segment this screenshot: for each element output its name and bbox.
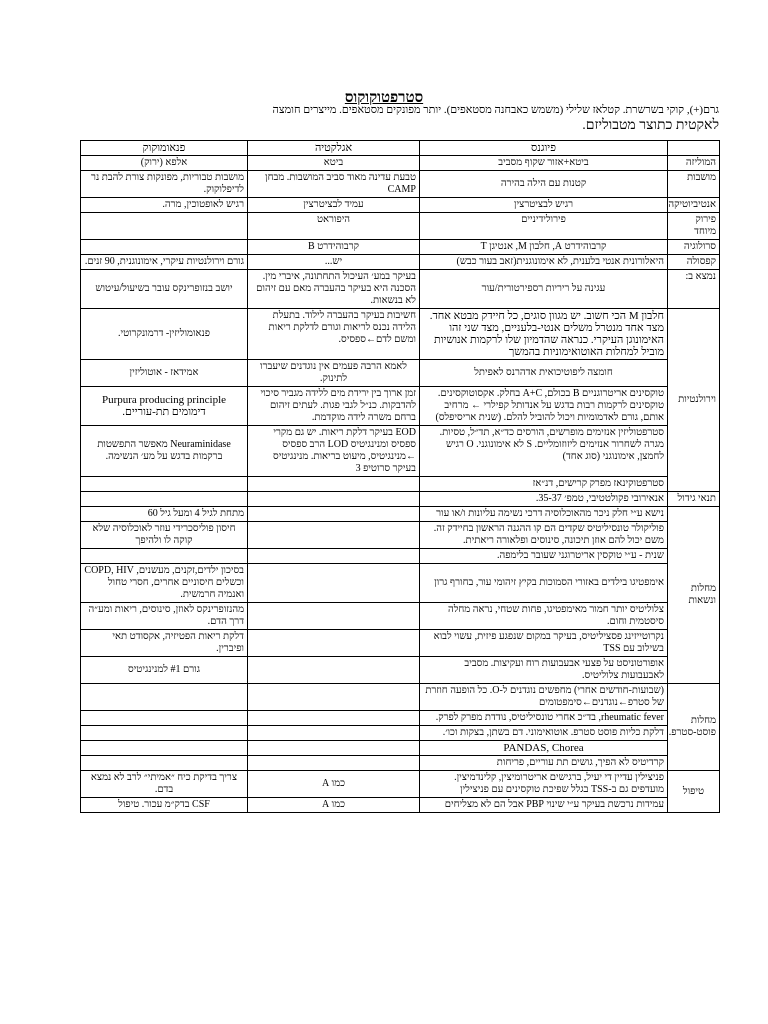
header-empty bbox=[668, 141, 720, 156]
row-label-hemolysis: המוליזה bbox=[668, 156, 720, 171]
cell-agalactiae: חשיבות בעיקר בהעברה לילוד. בתעלת הלידה נכנס לריאות וגורם לדלקת ריאות ומשם לדם←ספסיס. bbox=[248, 309, 420, 360]
cell-agalactiae bbox=[248, 726, 420, 741]
cell-pyogenes: פירולידיניים bbox=[420, 213, 668, 240]
table-row bbox=[81, 387, 720, 426]
cell-agalactiae: לאמא הרבה פעמים אין נוגדנים שיעברו לתינוק. bbox=[248, 360, 420, 387]
table-row bbox=[81, 798, 720, 813]
table-row bbox=[81, 630, 720, 657]
cell-pyogenes: (שבועות-חודשים אחרי) מחפשים נוגדנים ל-O. כל הופעה חוזרת של סטרפ←נוגדנים←סימפטומים bbox=[420, 684, 668, 711]
cell-pneumococcus: CSF בדק״מ עכור. טיפול bbox=[81, 798, 248, 813]
cell-pneumococcus: חיסון פוליסכרידי עוזר לאוכלוסיה שלא קוקה לו ולהיפך bbox=[81, 522, 248, 549]
cell-agalactiae: כמו A bbox=[248, 798, 420, 813]
table-row bbox=[81, 309, 720, 360]
cell-pyogenes: סטרפטוקינאז מפרק קרישים, דנ״אז bbox=[420, 477, 668, 492]
cell-pneumococcus bbox=[81, 741, 248, 756]
cell-pneumococcus bbox=[81, 711, 248, 726]
table-row bbox=[81, 477, 720, 492]
table-row bbox=[81, 426, 720, 477]
header-pyogenes: פיוגנס bbox=[420, 141, 668, 156]
cell-pneumococcus: פנאומוליזין- דרמונקרוטי. bbox=[81, 309, 248, 360]
cell-agalactiae bbox=[248, 507, 420, 522]
cell-agalactiae: היפוראט bbox=[248, 213, 420, 240]
table-row bbox=[81, 507, 720, 522]
cell-agalactiae: טבעת עדינה מאוד סביב המושבות. מבחן CAMP bbox=[248, 171, 420, 198]
cell-pyogenes: אנאירובי פקולטטיבי, טמפ׳ 35-37. bbox=[420, 492, 668, 507]
cell-pneumococcus: רגיש לאופטוכין, מרה. bbox=[81, 198, 248, 213]
intro-paragraph bbox=[39, 104, 719, 134]
table-row bbox=[81, 492, 720, 507]
table-row bbox=[81, 657, 720, 684]
cell-pneumococcus: יושב בנזופרינקס עובר בשיעול/עיטוש bbox=[81, 270, 248, 309]
row-label-post-strep: מחלות פוסט-סטרפ. bbox=[668, 684, 720, 771]
cell-pyogenes: סטרפטוליזין אנזימים מופרשים, הורסים כד״א, תד״ל, טסיות. מגרה לשחרור אנזימים ליזוזומליים. S לא אימונוגני. O רגיש לחמצן, אימונוגני (סוג אחד) bbox=[420, 426, 668, 477]
cell-pyogenes: rheumatic fever, בד״כ אחרי טונסיליטיס, נודדת מפרק לפרק. bbox=[420, 711, 668, 726]
page-title: סטרפטוקוקוס bbox=[344, 90, 424, 106]
cell-pneumococcus: מתחת לגיל 4 ומעל גיל 60 bbox=[81, 507, 248, 522]
table-row bbox=[81, 549, 720, 564]
cell-pneumococcus: מהנזופרינקס לאוזן, סינוסים, ריאות ומע״ה דרך הדם. bbox=[81, 603, 248, 630]
cell-agalactiae: EOD בעיקר דלקת ריאות. יש גם מקרי ספסיס ומנינגיטיס LOD הרב ספסיס ←מנינגיטיס, מיעוט בריאות. מנינגיטיס בעיקר סרוטיפ 3 bbox=[248, 426, 420, 477]
cell-pyogenes: היאלורונית אנטי בלענית, לא אימונוגנית(זאב בעור כבש) bbox=[420, 255, 668, 270]
row-label-diseases: מחלות ונשאות bbox=[668, 507, 720, 684]
row-label-colonies: מושבות bbox=[668, 171, 720, 198]
cell-pyogenes: עמידות נרכשת בעיקר ע״י שינוי PBP אבל הם לא מצליחים bbox=[420, 798, 668, 813]
cell-agalactiae bbox=[248, 741, 420, 756]
cell-pneumococcus bbox=[81, 240, 248, 255]
cell-pneumococcus: אמידאז - אוטוליזין bbox=[81, 360, 248, 387]
cell-agalactiae bbox=[248, 492, 420, 507]
cell-pneumococcus: Purpura producing principle דימומים תת-עוריים. bbox=[81, 387, 248, 426]
table-row bbox=[81, 522, 720, 549]
table-row bbox=[81, 198, 720, 213]
cell-pneumococcus bbox=[81, 477, 248, 492]
table-row bbox=[81, 564, 720, 603]
table-row bbox=[81, 603, 720, 630]
comparison-table bbox=[80, 140, 720, 813]
cell-agalactiae bbox=[248, 564, 420, 603]
row-label-treatment: טיפול bbox=[668, 771, 720, 813]
cell-agalactiae bbox=[248, 657, 420, 684]
row-label-virulence: וירולנטיות bbox=[668, 309, 720, 492]
table-row bbox=[81, 726, 720, 741]
cell-pyogenes: ביטא+אזור שקוף מסביב bbox=[420, 156, 668, 171]
cell-agalactiae: כמו A bbox=[248, 771, 420, 798]
cell-agalactiae: ביטא bbox=[248, 156, 420, 171]
cell-pneumococcus: גורם וירולנטיות עיקרי, אימונוגנית, 90 זנים. bbox=[81, 255, 248, 270]
cell-agalactiae: יש... bbox=[248, 255, 420, 270]
table-row bbox=[81, 771, 720, 798]
row-label-found: נמצא ב: bbox=[668, 270, 720, 309]
table-row bbox=[81, 756, 720, 771]
cell-agalactiae bbox=[248, 603, 420, 630]
cell-agalactiae: עמיד לבציטרצין bbox=[248, 198, 420, 213]
cell-pyogenes: עגינה על ריריות רספירטורית/עור bbox=[420, 270, 668, 309]
cell-pyogenes: קטנות עם הילה בהירה bbox=[420, 171, 668, 198]
cell-pyogenes: חלבון M הכי חשוב. יש מגוון סוגים, כל חיידק מבטא אחד. מצד אחד מנטרל משלים אנטי-בלעניים, מצד שני זהו האימונוגן העיקרי. כנראה שהדמיון שלו לרקמות אנושיות מוביל למחלות האוטואימוניות בהמשך bbox=[420, 309, 668, 360]
header-pneumococcus: פנאומוקוק bbox=[81, 141, 248, 156]
intro-line-2: לאקטית כתוצר מטבוליזם. bbox=[582, 118, 719, 133]
cell-pyogenes: קרדיטיס לא הפיך, גושים תת עוריים, פריחות bbox=[420, 756, 668, 771]
row-label-antibiotics: אנטיביוטיקה bbox=[668, 198, 720, 213]
cell-pneumococcus bbox=[81, 213, 248, 240]
cell-pyogenes: שנית - ע״י טוקסין אריטרוגני שעובר בלימפה. bbox=[420, 549, 668, 564]
table-row bbox=[81, 171, 720, 198]
table-row bbox=[81, 156, 720, 171]
cell-pneumococcus: דלקת ריאות הפטיזיה, אקסודט תאי ופיברין. bbox=[81, 630, 248, 657]
table-row bbox=[81, 360, 720, 387]
header-agalactiae: אגלקטיה bbox=[248, 141, 420, 156]
cell-pneumococcus: צריך בדיקת כיח ״אמיתי״ לרב לא נמצא בדם. bbox=[81, 771, 248, 798]
table-header-row bbox=[81, 141, 720, 156]
row-label-growth: תנאי גידול bbox=[668, 492, 720, 507]
cell-agalactiae bbox=[248, 630, 420, 657]
cell-agalactiae bbox=[248, 684, 420, 711]
table-row bbox=[81, 741, 720, 756]
cell-pneumococcus bbox=[81, 726, 248, 741]
cell-agalactiae bbox=[248, 549, 420, 564]
cell-pyogenes: נקרוטייזינג פסציליטיס, בעיקר במקום שנפגע פיזית, עשוי לבוא בשילוב עם TSS bbox=[420, 630, 668, 657]
cell-pyogenes: רגיש לבציטרצין bbox=[420, 198, 668, 213]
cell-pneumococcus: אלפא (ירוק) bbox=[81, 156, 248, 171]
cell-pneumococcus bbox=[81, 684, 248, 711]
cell-pneumococcus: גורם #1 למנינגיטיס bbox=[81, 657, 248, 684]
cell-pneumococcus: בסיכון ילדים,זקנים, מעשנים, COPD, HIV וכשלים חיסוניים אחרים, חסרי טחול ואנמיה חרמשית. bbox=[81, 564, 248, 603]
cell-agalactiae: קרבוהידרט B bbox=[248, 240, 420, 255]
cell-pneumococcus bbox=[81, 549, 248, 564]
cell-pyogenes: נישא ע״י חלק ניכר מהאוכלוסיה דרכי נשימה עליונות ו/או עור bbox=[420, 507, 668, 522]
cell-pyogenes: דלקת כליות פוסט סטרפ. אוטואימוני. דם בשתן, בצקות וכו׳. bbox=[420, 726, 668, 741]
cell-agalactiae bbox=[248, 522, 420, 549]
table-row bbox=[81, 270, 720, 309]
cell-pyogenes: חומצה ליפוטיכואית אדהרנס לאפיתל bbox=[420, 360, 668, 387]
cell-pyogenes: קרבוהידרט A, חלבון M, אנטיגן T bbox=[420, 240, 668, 255]
cell-pneumococcus: Neuraminidase מאפשר התפשטות ברקמות בדגש על מע׳ הנשימה. bbox=[81, 426, 248, 477]
cell-agalactiae bbox=[248, 756, 420, 771]
cell-agalactiae bbox=[248, 477, 420, 492]
table-row bbox=[81, 213, 720, 240]
row-label-serology: סרולוגיה bbox=[668, 240, 720, 255]
cell-pyogenes: אופורטוניסט על פצעי אבעבועות רוח ועקיצות. מסביב לאבעבועות צלוליטיס. bbox=[420, 657, 668, 684]
cell-agalactiae: זמן ארוך בין ירידת מים ללידה מגביר סיכוי להדבקות. כנ״ל לגבי פגות. לעתים זיהום ברחם משרה לידה מוקדמת. bbox=[248, 387, 420, 426]
cell-pneumococcus bbox=[81, 756, 248, 771]
cell-pyogenes: PANDAS, Chorea bbox=[420, 741, 668, 756]
cell-pneumococcus: מושבות טבוריות, מפונקות צורת להבת נר לדיפלוקוק. bbox=[81, 171, 248, 198]
cell-pyogenes: פוליקולר טונסיליטיס שקדים הם קו ההגנה הראשון בחיידק זה. משם יכול להם אוזן תיכונה, סינוסים ופלאורה ריאתית. bbox=[420, 522, 668, 549]
row-label-special: פירוק מיוחד bbox=[668, 213, 720, 240]
cell-agalactiae: בעיקר במע׳ העיכול התחתונה, איברי מין. הסכנה היא בעיקר בהעברה מאם עם זיהום לא בנשאות. bbox=[248, 270, 420, 309]
cell-pyogenes: אימפטיגו בילדים באזורי הסמוכות בקיץ זיהומי עור, בחורף גרון bbox=[420, 564, 668, 603]
cell-agalactiae bbox=[248, 711, 420, 726]
table-row bbox=[81, 255, 720, 270]
table-row bbox=[81, 684, 720, 711]
table-row bbox=[81, 711, 720, 726]
row-label-capsule: קפסולה bbox=[668, 255, 720, 270]
cell-pyogenes: טוקסינים אריטרוגניים B בכולם, A+C בחלק. אקסוטוקסינים. טוקסינים לרקמות רבות בדגש על אנדותל קפילרי ← מרחיב אותם, גורם לאדמומיות ויכול להוביל להלם. (שנית אריסיפלס) bbox=[420, 387, 668, 426]
cell-pyogenes: פניצילין עדיין די יעיל, ברגישים אריטרומיצין, קלינדמיצין. מועדפים גם ב-TSS בגלל שפיכת טוקסינים עם פניצילין bbox=[420, 771, 668, 798]
cell-pneumococcus bbox=[81, 492, 248, 507]
table-row bbox=[81, 240, 720, 255]
cell-pyogenes: צלוליטיס יותר חמור מאימפטיגו, פחות שטחי, נראה מחלה סיסטמית וחום. bbox=[420, 603, 668, 630]
intro-line-1: גרם(+), קוקי בשרשרת. קטלאז שלילי (משמש כאבחנה מסטאפים). יותר מפונקים מסטאפים. מייצרים חומצה bbox=[272, 104, 719, 116]
